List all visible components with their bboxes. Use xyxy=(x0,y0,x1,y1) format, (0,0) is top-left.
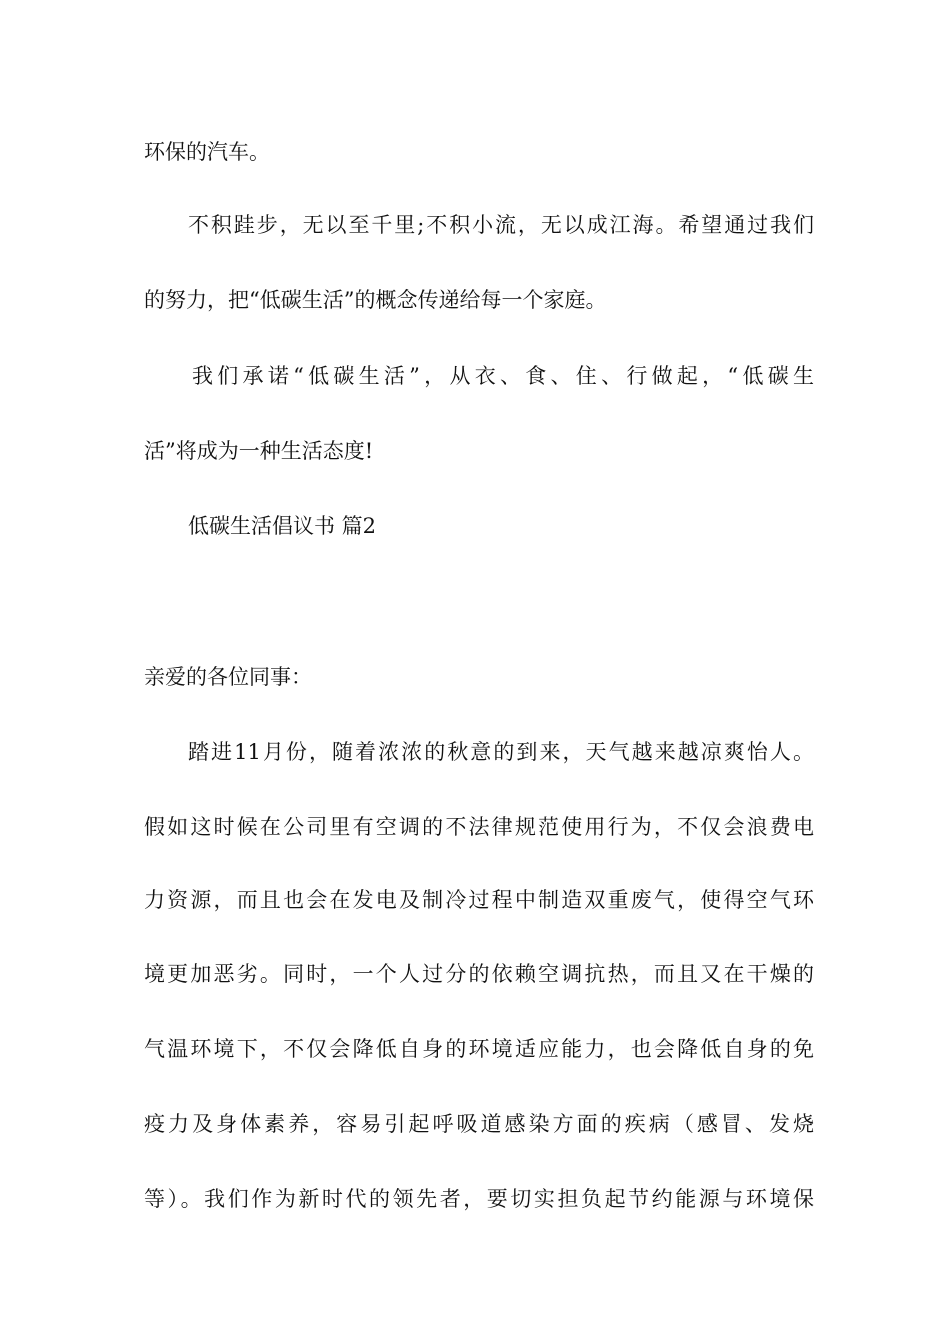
text-line-13: 疫力及身体素养，容易引起呼吸道感染方面的疾病（感冒、发烧 xyxy=(144,1112,814,1136)
text-line-12: 气温环境下，不仅会降低自身的环境适应能力，也会降低自身的免 xyxy=(144,1037,814,1061)
salutation: 亲爱的各位同事： xyxy=(144,665,312,689)
section-heading: 低碳生活倡议书 篇2 xyxy=(188,514,377,538)
text-line-5: 活”将成为一种生活态度! xyxy=(144,439,374,463)
text-line-4: 我们承诺“低碳生活”，从衣、食、住、行做起，“低碳生 xyxy=(192,364,814,388)
text-line-14: 等）。我们作为新时代的领先者，要切实担负起节约能源与环境保 xyxy=(144,1187,814,1211)
text-line-3: 的努力，把“低碳生活”的概念传递给每一个家庭。 xyxy=(144,288,607,312)
text-line-10: 力资源，而且也会在发电及制冷过程中制造双重废气，使得空气环 xyxy=(144,888,814,912)
text-line-9: 假如这时候在公司里有空调的不法律规范使用行为，不仅会浪费电 xyxy=(144,815,814,839)
text-line-11: 境更加恶劣。同时，一个人过分的依赖空调抗热，而且又在干燥的 xyxy=(144,962,814,986)
text-line-2: 不积跬步，无以至千里;不积小流，无以成江海。希望通过我们 xyxy=(188,213,814,237)
text-line-1: 环保的汽车。 xyxy=(144,140,270,164)
text-line-8: 踏进11月份，随着浓浓的秋意的到来，天气越来越凉爽怡人。 xyxy=(188,740,814,764)
